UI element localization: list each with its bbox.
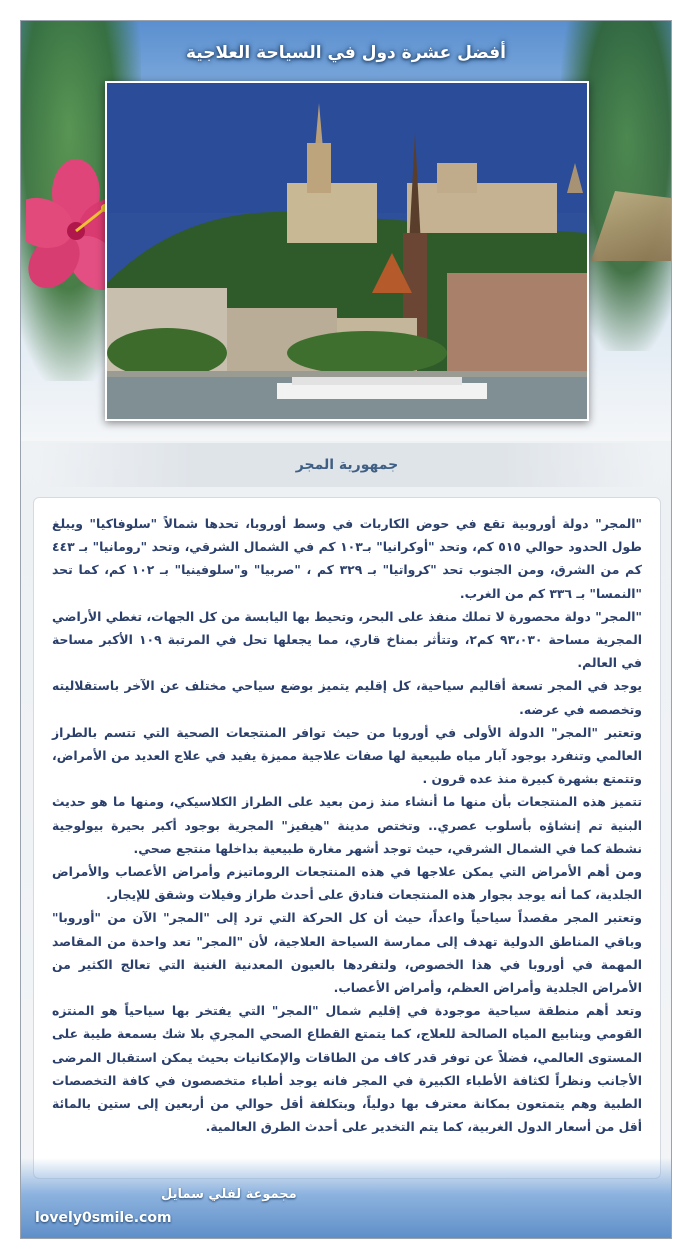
paragraph: تتميز هذه المنتجعات بأن منها ما أنشاء منذ زمن بعيد على الطراز الكلاسيكي، ومنها ما هو حديث البنية تم إنشاؤه بأسلوب عصري.. وتختص مدينة "هيفيز" المجرية بوجود أكبر بحيرة بيولوجية نشطة كما في الشمال الشرقي، حيث توجد أشهر مغارة طبيعية بداخلها منتجع صحي. (52, 794, 642, 856)
page-frame (20, 20, 672, 1239)
paragraph: "المجر" دولة محصورة لا تملك منفذ على البحر، وتحيط بها اليابسة من كل الجهات، تغطي الأراضي المجرية مساحة ٩٣،٠٣٠ كم٢، وتتأثر بمناخ قاري، مما يجعلها تحل في المرتبة ١٠٩ الأكبر مساحة في العالم. (52, 608, 643, 671)
paragraph: ومن أهم الأمراض التي يمكن علاجها في هذه المنتجعات الروماتيزم وأمراض الأعصاب والأمراض الجلدية، كما أنه يوجد بجوار هذه المنتجعات فنادق على أحدث طراز وفيلات وشقق للإيجار. (52, 864, 642, 903)
page-title: أفضل عشرة دول في السياحة العلاجية (186, 43, 506, 63)
paragraph: وتعد أهم منطقة سياحية موجودة في إقليم شمال "المجر" التي يفتخر بها سياحياً هو المنتزه القومي وينابيع المياه الصالحة للعلاج، كما يتمتع القطاع الصحي المجري بلا شك بسمعة طيبة على المستوى العالمي، فضلاً عن توفر قدر كاف من الطاقات والإمكانيات بحيث يمكن استقبال المرضى الأجانب ونظراً لكثافة الأطباء الكبيرة في المجر فانه يوجد أطباء متخصصون في كافة التخصصات الطبية وهم يتمتعون بمكانة معترف بها دولياً، وبتكلفة أقل حوالي من أربعين إلى ستين بالمائة أقل من أسعار الدول الغربية، كما يتم التخدير على أحدث الطرق العالمية. (52, 1003, 642, 1135)
article-body (33, 497, 661, 1179)
paragraph: وتعتبر المجر مقصداً سياحياً واعداً، حيث أن كل الحركة التي ترد إلى "المجر" الآن من "أوروبا" وباقي المناطق الدولية تهدف إلى ممارسة السياحة العلاجية، لأن "المجر" تعد واحدة من المقاصد المهمة في أوروبا في هذا الخصوص، ولتفردها بالعيون المعدنية الغنية التي تعالج الكثير من الأمراض الجلدية وأمراض العظم، وأمراض الأعصاب. (52, 910, 642, 996)
hibiscus-flower-icon (26, 136, 116, 326)
paragraph: "المجر" دولة أوروبية تقع في حوض الكاربات في وسط أوروبا، تحدها شمالاً "سلوفاكيا" ويبلغ طول الحدود حوالي ٥١٥ كم، وتحد "أوكرانيا" بـ١٠٣ كم في الشمال الشرقي، وتحد "رومانيا" بـ ٤٤٣ كم من الشرق، ومن الجنوب تحد "كرواتيا" بـ ٣٢٩ كم ، "صربيا" و"سلوفينيا" بـ ١٠٢ كم، كما تحد "النمسا" بـ ٣٣٦ كم من الغرب. (52, 516, 643, 601)
paragraph: يوجد في المجر تسعة أقاليم سياحية، كل إقليم يتميز بوضع سياحي مختلف عن الآخر باستقلاليته وتخصصه في عرضه. (52, 678, 642, 717)
paragraph: وتعتبر "المجر" الدولة الأولى في أوروبا من حيث توافر المنتجعات الصحية التي تتسم بالطراز العالمي وتنفرد بوجود آبار مياه طبيعية لها صفات علاجية مميزة يفيد في علاج العديد من الأمراض، وتتمتع بشهرة كبيرة منذ عده قرون . (52, 724, 642, 787)
section-heading: جمهورية المجر (39, 443, 655, 487)
budapest-photo (105, 81, 589, 421)
footer-brand-link[interactable]: lovely0smile.com (35, 1210, 172, 1226)
cityscape-image (107, 83, 587, 419)
footer-banner (21, 1158, 671, 1238)
footer-brand-arabic: مجموعة لفلي سمايل (161, 1187, 297, 1202)
